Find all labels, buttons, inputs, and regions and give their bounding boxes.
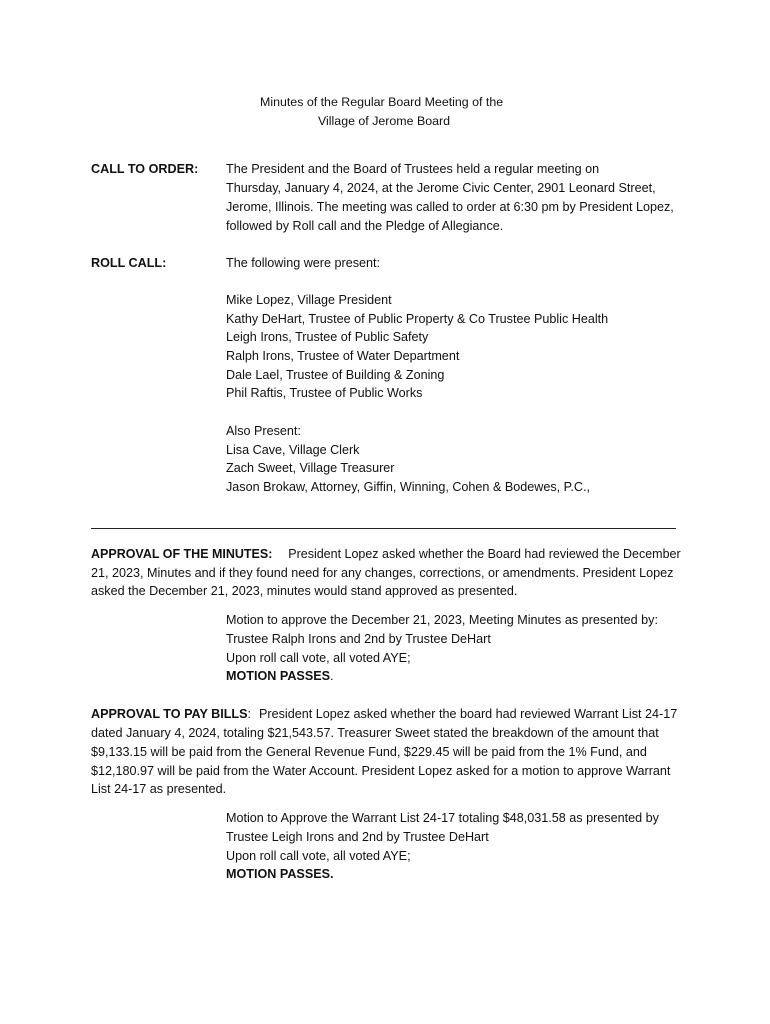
call-to-order-line: The President and the Board of Trustees held a regular meeting on (226, 162, 600, 176)
bills-line-5: List 24-17 as presented. (91, 782, 227, 796)
bills-text: President Lopez asked whether the board had reviewed Warrant List 24-17 (259, 707, 678, 721)
motion-passes-label: MOTION PASSES (226, 669, 331, 683)
also-present-label: Also Present: (226, 424, 301, 438)
minutes-motion-line: Upon roll call vote, all voted AYE; (226, 651, 411, 665)
section-divider (91, 528, 676, 529)
call-to-order-line: followed by Roll call and the Pledge of Allegiance. (226, 219, 504, 233)
approval-bills-colon: : (247, 707, 252, 721)
title-line-2: Village of Jerome Board (318, 114, 451, 128)
present-member: Kathy DeHart, Trustee of Public Property & Co Trustee Public Health (226, 312, 609, 326)
bills-line-1 (91, 705, 677, 724)
present-member: Ralph Irons, Trustee of Water Department (226, 349, 460, 363)
present-member: Mike Lopez, Village President (226, 293, 392, 307)
approval-minutes-heading: APPROVAL OF THE MINUTES: (91, 547, 273, 561)
also-present-member: Jason Brokaw, Attorney, Giffin, Winning, Cohen & Bodewes, P.C., (226, 480, 591, 494)
minutes-motion-result (226, 667, 334, 686)
bills-motion-line: Motion to Approve the Warrant List 24-17 totaling $48,031.58 as presented by (226, 811, 659, 825)
minutes-motion-line: Motion to approve the December 21, 2023, Meeting Minutes as presented by: (226, 613, 658, 627)
also-present-member: Lisa Cave, Village Clerk (226, 443, 360, 457)
minutes-line-3: asked the December 21, 2023, minutes would stand approved as presented. (91, 584, 518, 598)
approval-bills-heading: APPROVAL TO PAY BILLS (91, 707, 248, 721)
call-to-order-line: Jerome, Illinois. The meeting was called to order at 6:30 pm by President Lopez, (226, 200, 674, 214)
call-to-order-heading: CALL TO ORDER: (91, 162, 199, 176)
present-member: Leigh Irons, Trustee of Public Safety (226, 330, 429, 344)
motion-passes-period: . (330, 669, 334, 683)
bills-line-4: $12,180.97 will be paid from the Water Account. President Lopez asked for a motion to approve Warrant (91, 764, 671, 778)
bills-line-3: $9,133.15 will be paid from the General Revenue Fund, $229.45 will be paid from the 1% Fund, and (91, 745, 647, 759)
minutes-line-2: 21, 2023, Minutes and if they found need for any changes, corrections, or amendments. President Lopez (91, 566, 674, 580)
call-to-order-line: Thursday, January 4, 2024, at the Jerome Civic Center, 2901 Leonard Street, (226, 181, 656, 195)
also-present-member: Zach Sweet, Village Treasurer (226, 461, 395, 475)
bills-motion-result: MOTION PASSES. (226, 867, 334, 881)
roll-call-heading: ROLL CALL: (91, 256, 167, 270)
present-member: Dale Lael, Trustee of Building & Zoning (226, 368, 445, 382)
minutes-line-1 (91, 545, 681, 564)
bills-motion-line: Trustee Leigh Irons and 2nd by Trustee DeHart (226, 830, 489, 844)
bills-line-2: dated January 4, 2024, totaling $21,543.57. Treasurer Sweet stated the breakdown of the amount that (91, 726, 659, 740)
minutes-text: President Lopez asked whether the Board had reviewed the December (288, 547, 681, 561)
present-member: Phil Raftis, Trustee of Public Works (226, 386, 423, 400)
title-line-1: Minutes of the Regular Board Meeting of the (260, 95, 504, 109)
roll-call-intro: The following were present: (226, 256, 381, 270)
bills-motion-line: Upon roll call vote, all voted AYE; (226, 849, 411, 863)
minutes-motion-line: Trustee Ralph Irons and 2nd by Trustee DeHart (226, 632, 491, 646)
